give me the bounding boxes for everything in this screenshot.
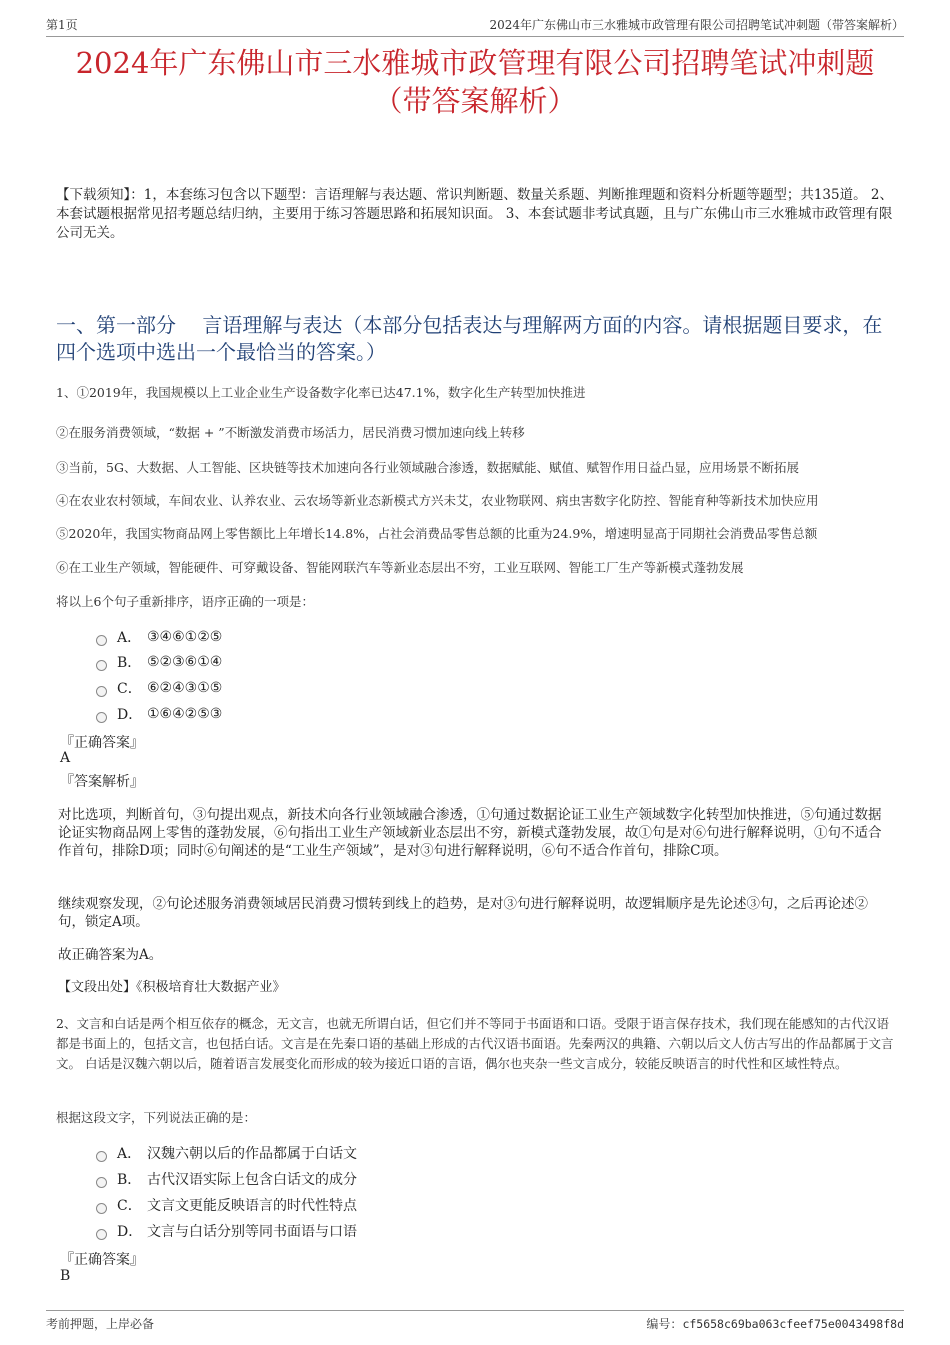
q2-prompt: 根据这段文字，下列说法正确的是： bbox=[56, 1110, 257, 1125]
q2-option-a[interactable]: A． 汉魏六朝以后的作品都属于白话文 bbox=[96, 1143, 357, 1163]
radio-icon[interactable] bbox=[96, 660, 107, 671]
title-line-1: 2024年广东佛山市三水雅城市政管理有限公司招聘笔试冲刺题 bbox=[75, 46, 875, 80]
q1-sentence-5: ⑤2020年，我国实物商品网上零售额比上年增长14.8%，占社会消费品零售总额的比重为24.9%，增速明显高于同期社会消费品零售总额 bbox=[56, 526, 818, 541]
radio-icon[interactable] bbox=[96, 635, 107, 646]
q1-analysis-p1: 对比选项，判断首句，③句提出观点，新技术向各行业领域融合渗透，①句通过数据论证工业生产领域数字化转型加快推进，⑤句通过数据论证实物商品网上零售的蓬勃发展，⑥句指出工业生产领域新业态层出不穷，新模式蓬勃发展，故①句是对⑥句进行解释说明，①句不适合作首句，排除D项；同时⑥句阐述的是“工业生产领域”，是对③句进行解释说明，⑥句不适合作首句，排除C项。 bbox=[58, 807, 882, 859]
q1-option-a[interactable]: A． ③④⑥①②⑤ bbox=[96, 627, 222, 647]
q1-analysis-p2: 继续观察发现，②句论述服务消费领域居民消费习惯转到线上的趋势，是对③句进行解释说明，故逻辑顺序是先论述③句，之后再论述②句，锁定A项。 bbox=[58, 896, 868, 930]
q1-source: 【文段出处】《积极培育壮大数据产业》 bbox=[58, 980, 286, 995]
radio-icon[interactable] bbox=[96, 712, 107, 723]
q1-option-c[interactable]: C． ⑥②④③①⑤ bbox=[96, 678, 222, 698]
page-header bbox=[46, 14, 904, 37]
page-footer bbox=[46, 1310, 904, 1333]
q2-answer: B bbox=[60, 1268, 71, 1284]
radio-icon[interactable] bbox=[96, 1203, 107, 1214]
q1-option-b[interactable]: B． ⑤②③⑥①④ bbox=[96, 652, 222, 672]
q1-prompt: 将以上6个句子重新排序，语序正确的一项是： bbox=[56, 594, 314, 609]
q1-answer-label: 『正确答案』 bbox=[60, 735, 144, 751]
running-title: 2024年广东佛山市三水雅城市政管理有限公司招聘笔试冲刺题（带答案解析） bbox=[489, 18, 904, 32]
q2-option-b[interactable]: B． 古代汉语实际上包含白话文的成分 bbox=[96, 1169, 357, 1189]
radio-icon[interactable] bbox=[96, 1151, 107, 1162]
document-title bbox=[40, 44, 910, 120]
q1-option-d[interactable]: D． ①⑥④②⑤③ bbox=[96, 704, 222, 724]
page-number: 第1页 bbox=[46, 18, 78, 32]
q2-answer-label: 『正确答案』 bbox=[60, 1252, 144, 1268]
footer-slogan: 考前押题，上岸必备 bbox=[46, 1317, 155, 1331]
q1-sentence-4: ④在农业农村领域，车间农业、认养农业、云农场等新业态新模式方兴未艾，农业物联网、病虫害数字化防控、智能育种等新技术加快应用 bbox=[56, 493, 819, 508]
q1-sentence-6: ⑥在工业生产领域，智能硬件、可穿戴设备、智能网联汽车等新业态层出不穷，工业互联网、智能工厂生产等新模式蓬勃发展 bbox=[56, 560, 744, 575]
q1-answer: A bbox=[60, 750, 71, 766]
radio-icon[interactable] bbox=[96, 686, 107, 697]
q1-analysis-label: 『答案解析』 bbox=[60, 774, 144, 790]
document-code: 编号：cf5658c69ba063cfeef75e0043498f8d bbox=[646, 1317, 904, 1331]
section-heading: 一、第一部分 言语理解与表达（本部分包括表达与理解两方面的内容。请根据题目要求，在四个选项中选出一个最恰当的答案。） bbox=[56, 313, 883, 364]
radio-icon[interactable] bbox=[96, 1177, 107, 1188]
q2-option-d[interactable]: D． 文言与白话分别等同书面语与口语 bbox=[96, 1221, 357, 1241]
title-line-2: （带答案解析） bbox=[373, 84, 577, 118]
q1-sentence-2: ②在服务消费领域，“数据 + ”不断激发消费市场活力，居民消费习惯加速向线上转移 bbox=[56, 425, 525, 440]
q2-option-c[interactable]: C． 文言文更能反映语言的时代性特点 bbox=[96, 1195, 357, 1215]
radio-icon[interactable] bbox=[96, 1229, 107, 1240]
q2-stem: 2、文言和白话是两个相互依存的概念，无文言，也就无所谓白话，但它们并不等同于书面语和口语。受限于语言保存技术，我们现在能感知的古代汉语都是书面上的，包括文言，也包括白话。文言是在先秦口语的基础上形成的古代汉语书面语。先秦两汉的典籍、六朝以后文人仿古写出的作品都属于文言文。 白话是汉魏六朝以后，随着语言发展变化而形成的较为接近口语的言语，偶尔也夹杂一些文言成分，较能反映语言的时代性和区域性特点。 bbox=[56, 1016, 894, 1071]
q1-sentence-1: 1、①2019年，我国规模以上工业企业生产设备数字化率已达47.1%，数字化生产转型加快推进 bbox=[56, 385, 586, 400]
q1-sentence-3: ③当前，5G、大数据、人工智能、区块链等技术加速向各行业领域融合渗透，数据赋能、赋值、赋智作用日益凸显，应用场景不断拓展 bbox=[56, 460, 799, 475]
download-notice: 【下载须知】：1，本套练习包含以下题型：言语理解与表达题、常识判断题、数量关系题、判断推理题和资料分析题等题型；共135道。 2、本套试题根据常见招考题总结归纳，主要用于练习答题思路和拓展知识面。 3、本套试题非考试真题，且与广东佛山市三水雅城市政管理有限公司无关。 bbox=[56, 187, 893, 241]
q1-analysis-p3: 故正确答案为A。 bbox=[58, 947, 163, 963]
